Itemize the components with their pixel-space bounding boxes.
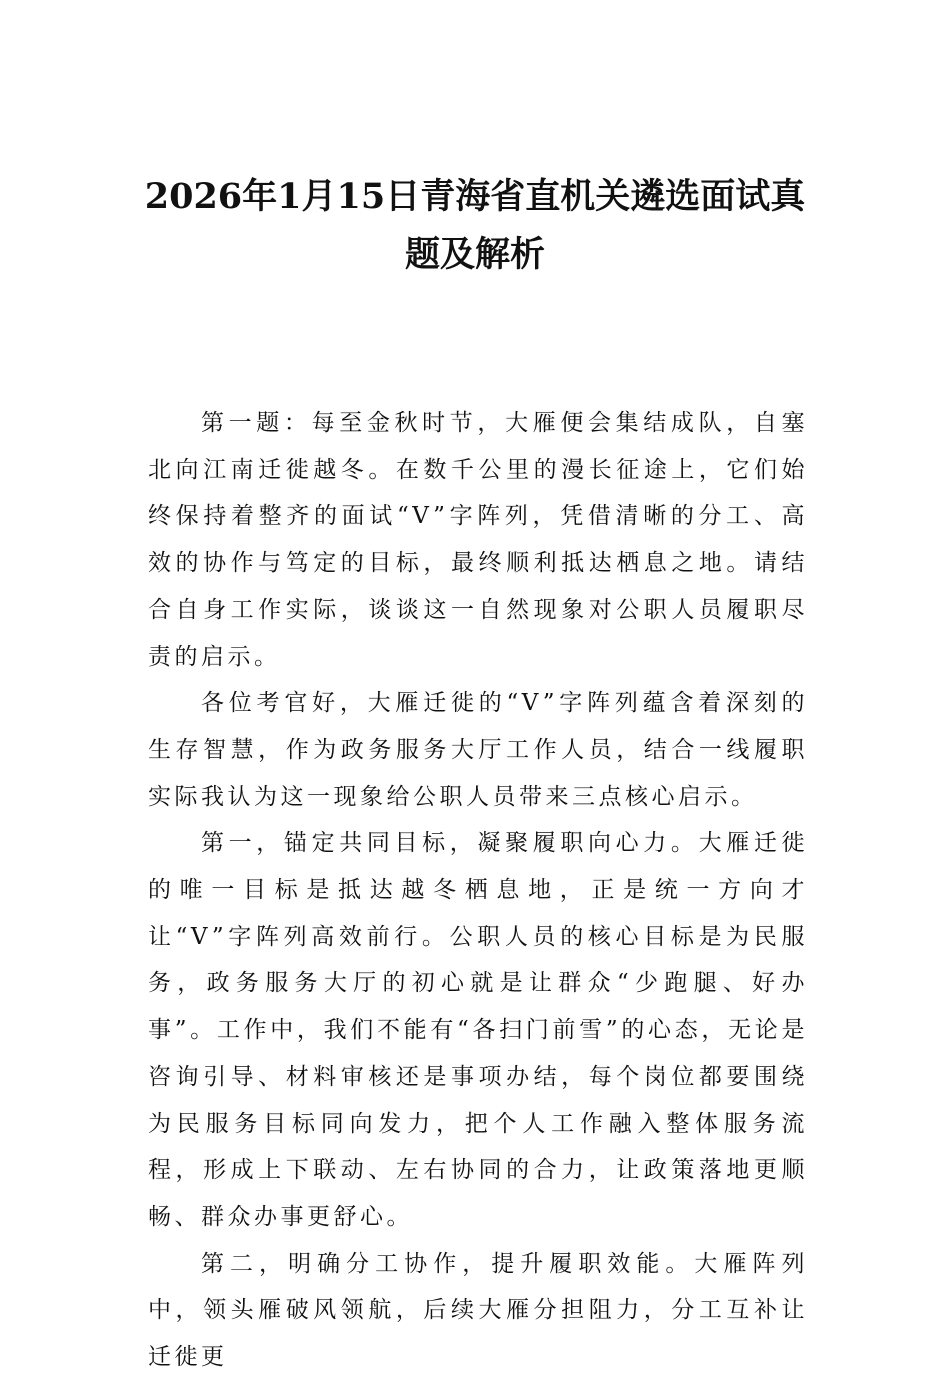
paragraph-question: 第一题：每至金秋时节，大雁便会集结成队，自塞北向江南迁徙越冬。在数千公里的漫长征途上，它们始终保持着整齐的面试“V”字阵列，凭借清晰的分工、高效的协作与笃定的目标，最终顺利抵达栖息之地。请结合自身工作实际，谈谈这一自然现象对公职人员履职尽责的启示。 [148,410,808,670]
document-body [148,400,808,1381]
title-line-1: 2026年1月15日青海省直机关遴选面试真 [144,176,806,217]
title-line-2: 题及解析 [404,234,545,275]
paragraph-intro: 各位考官好，大雁迁徙的“V”字阵列蕴含着深刻的生存智慧，作为政务服务大厅工作人员，结合一线履职实际我认为这一现象给公职人员带来三点核心启示。 [148,690,808,810]
paragraph-point-1: 第一，锚定共同目标，凝聚履职向心力。大雁迁徙的唯一目标是抵达越冬栖息地，正是统一方向才让“V”字阵列高效前行。公职人员的核心目标是为民服务，政务服务大厅的初心就是让群众“少跑腿、好办事”。工作中，我们不能有“各扫门前雪”的心态，无论是咨询引导、材料审核还是事项办结，每个岗位都要围绕为民服务目标同向发力，把个人工作融入整体服务流程，形成上下联动、左右协同的合力，让政策落地更顺畅、群众办事更舒心。 [148,830,808,1230]
paragraph-point-2: 第二，明确分工协作，提升履职效能。大雁阵列中，领头雁破风领航，后续大雁分担阻力，分工互补让迁徙更 [148,1250,808,1371]
document-title [140,168,810,284]
